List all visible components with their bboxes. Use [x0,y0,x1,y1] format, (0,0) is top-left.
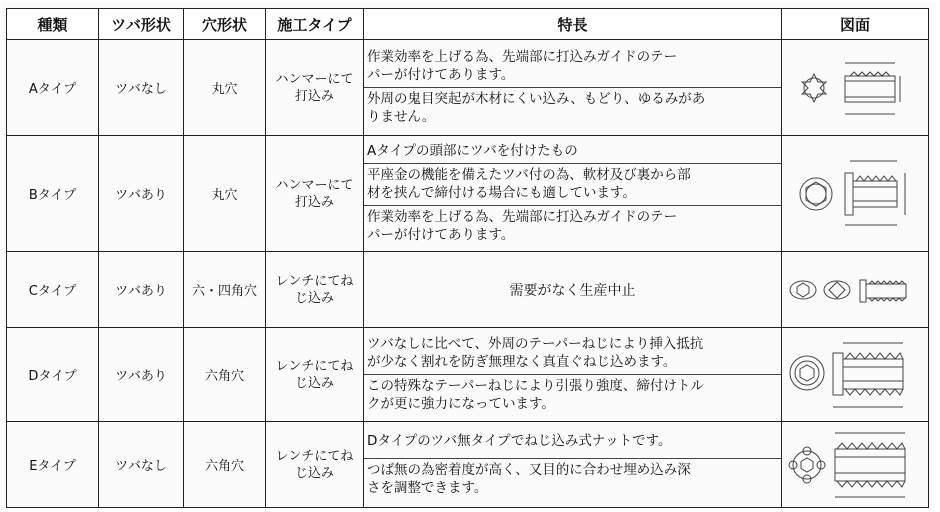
method-line: レンチにてね [275,358,354,374]
type-a-drawing [790,48,920,128]
method-cell [266,40,364,136]
method-line: じ込み [294,375,334,391]
feature-line: が少なく割れを防ぎ無理なく真直ぐねじ込めます。 [367,354,677,370]
method-cell [266,328,364,422]
type-c-drawing [785,260,925,320]
feature-line: りません。 [367,109,436,125]
header-flange: ツバ形状 [99,9,184,40]
feature-line: Dタイプのツバ無タイプでねじ込み式ナットです。 [367,432,672,449]
flange-cell: ツバなし [99,422,184,508]
feature-item [364,333,781,375]
flange-cell: ツバあり [99,252,184,328]
feature-item [364,375,781,416]
feature-line: 平座金の機能を備えたツバ付の為、軟材及び裏から部 [367,167,691,183]
discontinued-note: 需要がなく生産中止 [509,282,636,299]
feature-line: ツバなしに比べて、外周のテーパーねじにより挿入抵抗 [367,336,704,352]
drawing-cell [782,328,929,422]
drawing-cell [782,252,929,328]
table-row [7,40,929,136]
feature-item [364,46,781,88]
feature-line: パーが付けてあります。 [367,227,515,243]
feature-line: 作業効率を上げる為、先端部に打込みガイドのテー [367,49,678,65]
hole-cell: 六・四角穴 [184,252,266,328]
method-line: レンチにてね [275,448,354,464]
header-type: 種類 [7,9,99,40]
method-line: ハンマーにて [275,71,354,87]
type-cell: Eタイプ [7,422,99,508]
feature-line: Aタイプの頭部にツバを付けたもの [367,143,578,159]
hole-cell: 丸穴 [184,40,266,136]
type-cell: Cタイプ [7,252,99,328]
header-row [7,9,929,40]
spec-sheet [2,2,936,508]
feature-line: パーが付けてあります。 [367,67,515,83]
header-method: 施工タイプ [266,9,364,40]
method-cell [266,136,364,252]
feature-line: 材を挟んで締付ける場合にも適しています。 [367,185,636,201]
flange-cell: ツバあり [99,328,184,422]
drawing-cell [782,40,929,136]
feature-item [364,140,781,164]
drawing-cell [782,136,929,252]
method-line: レンチにてね [275,273,354,289]
feature-item [364,430,781,459]
feature-item [364,206,781,247]
feature-item [364,88,781,129]
type-d-drawing [785,333,925,417]
type-cell: Dタイプ [7,328,99,422]
feature-line: この特殊なテーパーねじにより引張り強度、締付けトル [367,378,704,394]
hole-cell: 六角穴 [184,328,266,422]
hole-cell: 丸穴 [184,136,266,252]
features-cell [364,136,782,252]
feature-item [364,459,781,500]
table-row [7,328,929,422]
table-row [7,252,929,328]
method-line: ハンマーにて [275,177,354,193]
drawing-cell [782,422,929,508]
header-features: 特長 [364,9,782,40]
features-cell [364,422,782,508]
method-cell [266,422,364,508]
feature-item [364,164,781,206]
method-line: 打込み [294,88,334,104]
features-cell [364,40,782,136]
table-row [7,422,929,508]
header-drawing: 図面 [782,9,929,40]
method-cell [266,252,364,328]
flange-cell: ツバあり [99,136,184,252]
type-b-drawing [790,149,920,239]
table-row [7,136,929,252]
feature-line: 外周の鬼目突起が木材にくい込み、もどり、ゆるみがあ [367,91,706,107]
hole-cell: 六角穴 [184,422,266,508]
type-e-drawing [785,425,925,505]
feature-line: さを調整できます。 [367,479,488,496]
flange-cell: ツバなし [99,40,184,136]
method-line: 打込み [294,194,334,210]
type-cell: Bタイプ [7,136,99,252]
features-cell [364,252,782,328]
feature-line: クが更に強力になっています。 [367,396,555,412]
type-cell: Aタイプ [7,40,99,136]
feature-line: 作業効率を上げる為、先端部に打込みガイドのテー [367,209,678,225]
feature-line: つば無の為密着度が高く、又目的に合わせ埋め込み深 [367,461,691,478]
features-cell [364,328,782,422]
header-hole: 穴形状 [184,9,266,40]
nut-types-table [6,8,929,508]
method-line: じ込み [294,290,334,306]
method-line: じ込み [294,465,334,481]
